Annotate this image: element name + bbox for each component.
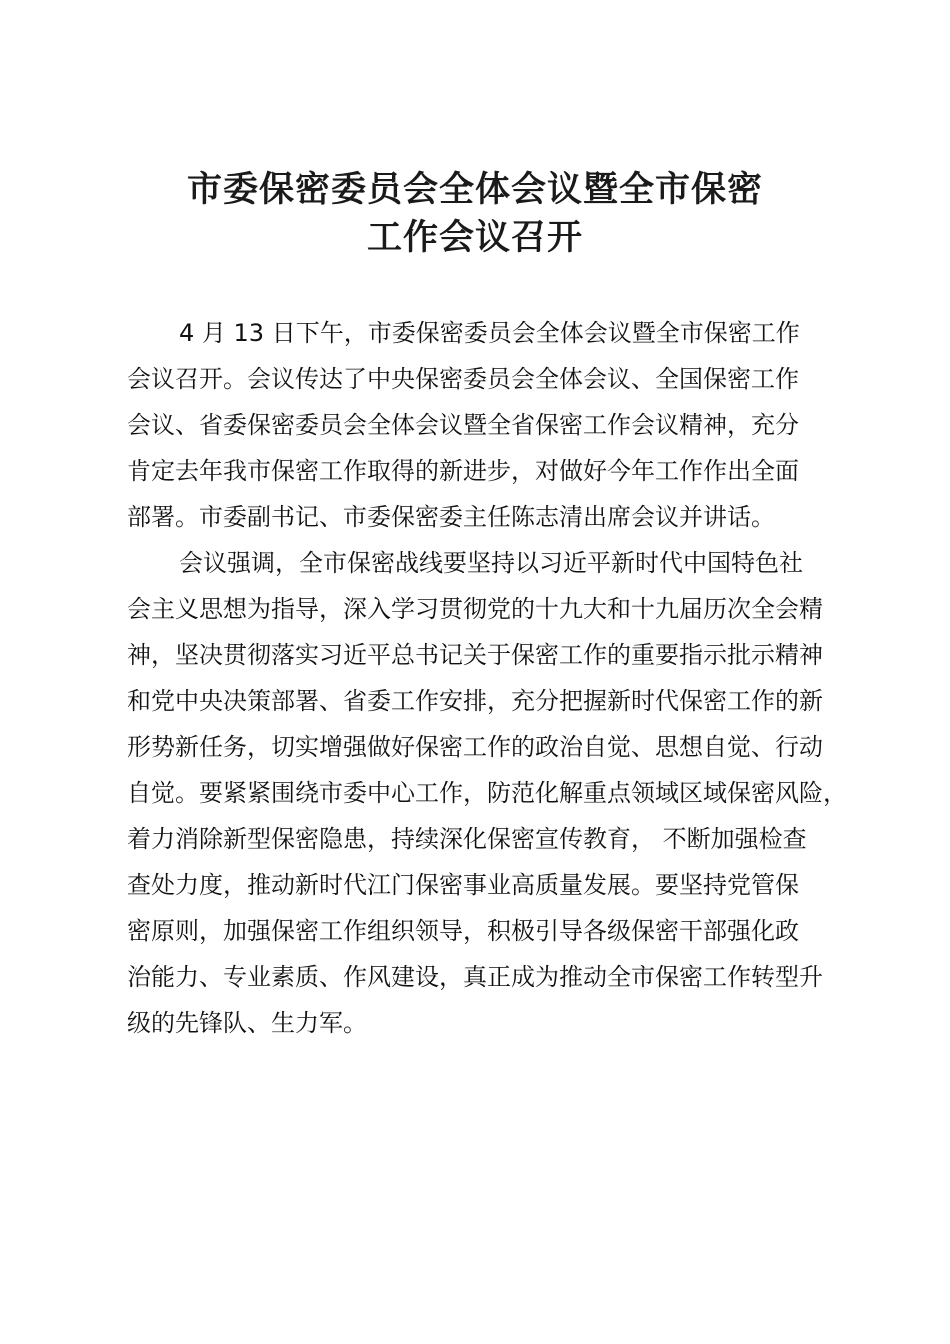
paragraph-line: 形势新任务，切实增强做好保密工作的政治自觉、思想自觉、行动 xyxy=(127,733,823,761)
paragraph-line: 治能力、专业素质、作风建设，真正成为推动全市保密工作转型升 xyxy=(127,963,823,991)
paragraph-line: 查处力度，推动新时代江门保密事业高质量发展。要坚持党管保 xyxy=(127,871,799,899)
paragraph-2 xyxy=(127,540,867,1046)
document-title xyxy=(0,166,950,262)
paragraph-line: 密原则，加强保密工作组织领导，积极引导各级保密干部强化政 xyxy=(127,917,799,945)
paragraph-line: 级的先锋队、生力军。 xyxy=(127,1009,367,1037)
title-line-2: 工作会议召开 xyxy=(366,217,583,258)
paragraph-line: 会议强调，全市保密战线要坚持以习近平新时代中国特色社 xyxy=(179,549,803,577)
paragraph-line: 着力消除新型保密隐患，持续深化保密宣传教育， 不断加强检查 xyxy=(127,825,807,853)
paragraph-line: 和党中央决策部署、省委工作安排，充分把握新时代保密工作的新 xyxy=(127,687,823,715)
paragraph-line: 自觉。要紧紧围绕市委中心工作，防范化解重点领域区域保密风险， xyxy=(127,779,847,807)
paragraph-line: 4 月 13 日下午，市委保密委员会全体会议暨全市保密工作 xyxy=(179,319,800,347)
paragraph-1 xyxy=(127,310,867,540)
document-body xyxy=(127,310,867,1046)
paragraph-line: 会议召开。会议传达了中央保密委员会全体会议、全国保密工作 xyxy=(127,365,799,393)
paragraph-line: 会主义思想为指导，深入学习贯彻党的十九大和十九届历次全会精 xyxy=(127,595,823,623)
paragraph-line: 部署。市委副书记、市委保密委主任陈志清出席会议并讲话。 xyxy=(127,503,775,531)
paragraph-line: 肯定去年我市保密工作取得的新进步，对做好今年工作作出全面 xyxy=(127,457,799,485)
paragraph-line: 神，坚决贯彻落实习近平总书记关于保密工作的重要指示批示精神 xyxy=(127,641,823,669)
title-line-1: 市委保密委员会全体会议暨全市保密 xyxy=(186,169,763,210)
paragraph-line: 会议、省委保密委员会全体会议暨全省保密工作会议精神，充分 xyxy=(127,411,799,439)
